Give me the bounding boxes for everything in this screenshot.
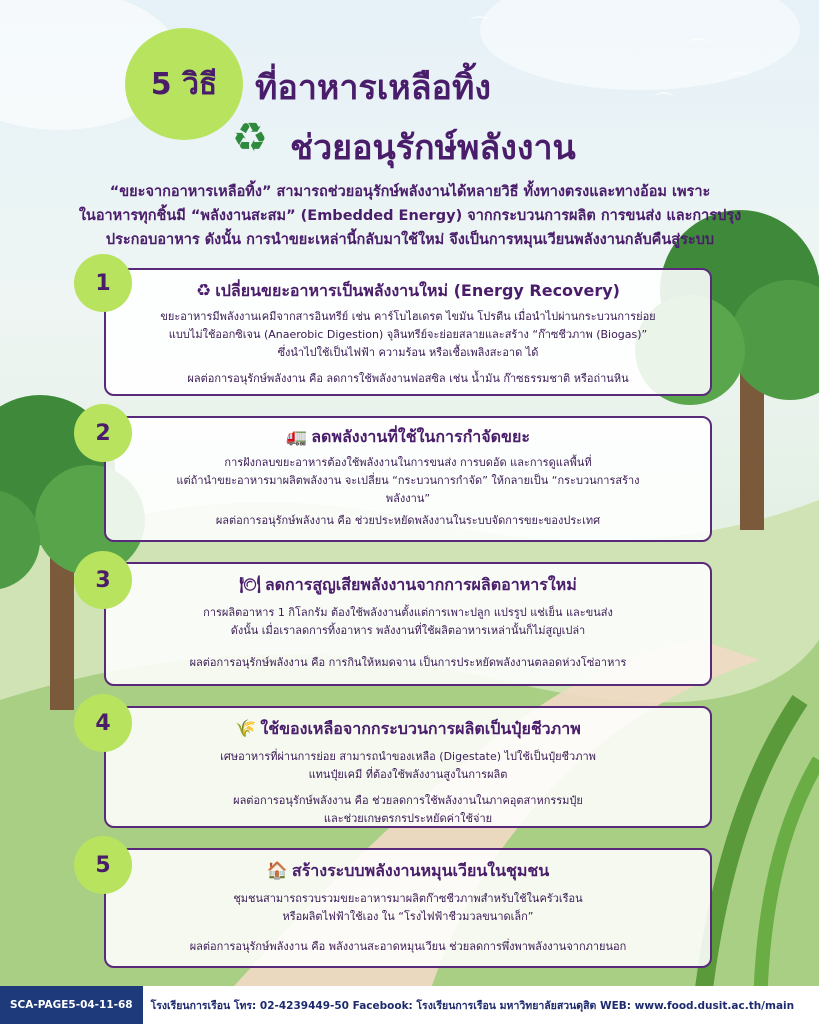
header bbox=[0, 0, 819, 175]
step-effect: และช่วยเกษตรกรประหยัดค่าใช้จ่าย bbox=[323, 812, 493, 825]
step-body: การผลิตอาหาร 1 กิโลกรัม ต้องใช้พลังงานตั้งแต่การเพาะปลูก แปรรูป แช่เย็น และขนส่ง bbox=[203, 606, 613, 619]
bird-icon: ⌒ bbox=[730, 72, 748, 93]
step-number: 2 bbox=[74, 404, 132, 462]
step-body: หรือผลิตไฟฟ้าใช้เอง ใน “โรงไฟฟ้าชีวมวลขนาดเล็ก” bbox=[282, 910, 534, 923]
intro-line: ประกอบอาหาร ดังนั้น การนำขยะเหล่านี้กลับมาใช้ใหม่ จึงเป็นการหมุนเวียนพลังงานกลับคืนสู่ระบบ bbox=[105, 232, 715, 248]
intro-line: ในอาหารทุกชิ้นมี “พลังงานสะสม” (Embedded Energy) จากกระบวนการผลิต การขนส่ง และการปรุง bbox=[78, 208, 742, 224]
step-number: 4 bbox=[74, 694, 132, 752]
page-code: SCA-PAGE5-04-11-68 bbox=[0, 986, 143, 1024]
footer bbox=[0, 986, 819, 1024]
step-body: แต่ถ้านำขยะอาหารมาผลิตพลังงาน จะเปลี่ยน “กระบวนการกำจัด” ให้กลายเป็น “กระบวนการสร้าง bbox=[176, 474, 640, 487]
step-body: เศษอาหารที่ผ่านการย่อย สามารถนำของเหลือ (Digestate) ไปใช้เป็นปุ๋ยชีวภาพ bbox=[220, 750, 596, 763]
recycle-icon: ♻ bbox=[196, 281, 212, 301]
bird-icon: ⌒ bbox=[655, 92, 673, 113]
step-effect: ผลต่อการอนุรักษ์พลังงาน คือ พลังงานสะอาดหมุนเวียน ช่วยลดการพึ่งพาพลังงานจากภายนอก bbox=[189, 940, 627, 953]
intro-line: “ขยะจากอาหารเหลือทิ้ง” สามารถช่วยอนุรักษ์พลังงานได้หลายวิธี ทั้งทางตรงและทางอ้อม เพราะ bbox=[109, 184, 711, 200]
bird-icon: ⌒ bbox=[470, 16, 488, 37]
house-icon: 🏠 bbox=[266, 861, 288, 881]
step-effect: ผลต่อการอนุรักษ์พลังงาน คือ ช่วยประหยัดพลังงานในระบบจัดการขยะของประเทศ bbox=[215, 514, 601, 527]
title-badge: 5 วิธี bbox=[125, 28, 243, 140]
page-title-line2: ช่วยอนุรักษ์พลังงาน bbox=[290, 128, 576, 168]
step-body: แบบไม่ใช้ออกซิเจน (Anaerobic Digestion) จุลินทรีย์จะย่อยสลายและสร้าง “ก๊าซชีวภาพ (Biogas)” bbox=[168, 328, 648, 341]
step-number: 5 bbox=[74, 836, 132, 894]
intro-paragraph bbox=[40, 180, 780, 252]
step-number: 3 bbox=[74, 551, 132, 609]
step-card-1 bbox=[104, 268, 712, 396]
contact-info: โรงเรียนการเรือน โทร: 02-4239449-50 Facebook: โรงเรียนการเรือน มหาวิทยาลัยสวนดุสิต WEB: www.food.dusit.ac.th/main bbox=[150, 999, 795, 1012]
plate-cutlery-icon: 🍽 bbox=[239, 575, 261, 595]
step-card-4 bbox=[104, 706, 712, 828]
step-body: แทนปุ๋ยเคมี ที่ต้องใช้พลังงานสูงในการผลิต bbox=[308, 768, 508, 781]
garbage-truck-icon: 🚛 bbox=[286, 427, 308, 447]
step-title: สร้างระบบพลังงานหมุนเวียนในชุมชน bbox=[291, 861, 550, 880]
step-title: ลดการสูญเสียพลังงานจากการผลิตอาหารใหม่ bbox=[264, 575, 577, 594]
step-body: ชุมชนสามารถรวบรวมขยะอาหารมาผลิตก๊าซชีวภาพสำหรับใช้ในครัวเรือน bbox=[233, 892, 583, 905]
step-body: ดังนั้น เมื่อเราลดการทิ้งอาหาร พลังงานที่ใช้ผลิตอาหารเหล่านั้นก็ไม่สูญเปล่า bbox=[230, 624, 586, 637]
step-effect: ผลต่อการอนุรักษ์พลังงาน คือ การกินให้หมดจาน เป็นการประหยัดพลังงานตลอดห่วงโซ่อาหาร bbox=[189, 656, 627, 669]
step-card-3 bbox=[104, 562, 712, 686]
step-title: เปลี่ยนขยะอาหารเป็นพลังงานใหม่ (Energy Recovery) bbox=[215, 281, 620, 300]
step-body: ขยะอาหารมีพลังงานเคมีจากสารอินทรีย์ เช่น คาร์โบไฮเดรต ไขมัน โปรตีน เมื่อนำไปผ่านกระบวนการย่อย bbox=[160, 310, 656, 323]
step-card-2 bbox=[104, 416, 712, 542]
step-title: ลดพลังงานที่ใช้ในการกำจัดขยะ bbox=[311, 427, 530, 446]
recycle-icon: ♻ bbox=[232, 115, 268, 161]
step-effect: ผลต่อการอนุรักษ์พลังงาน คือ ช่วยลดการใช้พลังงานในภาคอุตสาหกรรมปุ๋ย bbox=[233, 794, 583, 807]
bird-icon: ⌒ bbox=[690, 38, 708, 59]
step-effect: ผลต่อการอนุรักษ์พลังงาน คือ ลดการใช้พลังงานฟอสซิล เช่น น้ำมัน ก๊าซธรรมชาติ หรือถ่านหิน bbox=[187, 372, 629, 385]
step-title: ใช้ของเหลือจากกระบวนการผลิตเป็นปุ๋ยชีวภาพ bbox=[260, 719, 581, 738]
page-title-line1: ที่อาหารเหลือทิ้ง bbox=[255, 68, 491, 108]
step-body: ซึ่งนำไปใช้เป็นไฟฟ้า ความร้อน หรือเชื้อเพลิงสะอาด ได้ bbox=[277, 346, 539, 359]
step-body: การฝังกลบขยะอาหารต้องใช้พลังงานในการขนส่ง การบดอัด และการดูแลพื้นที่ bbox=[224, 456, 592, 469]
step-number: 1 bbox=[74, 254, 132, 312]
step-body: พลังงาน” bbox=[385, 492, 431, 505]
step-card-5 bbox=[104, 848, 712, 968]
wheat-icon: 🌾 bbox=[235, 719, 257, 739]
